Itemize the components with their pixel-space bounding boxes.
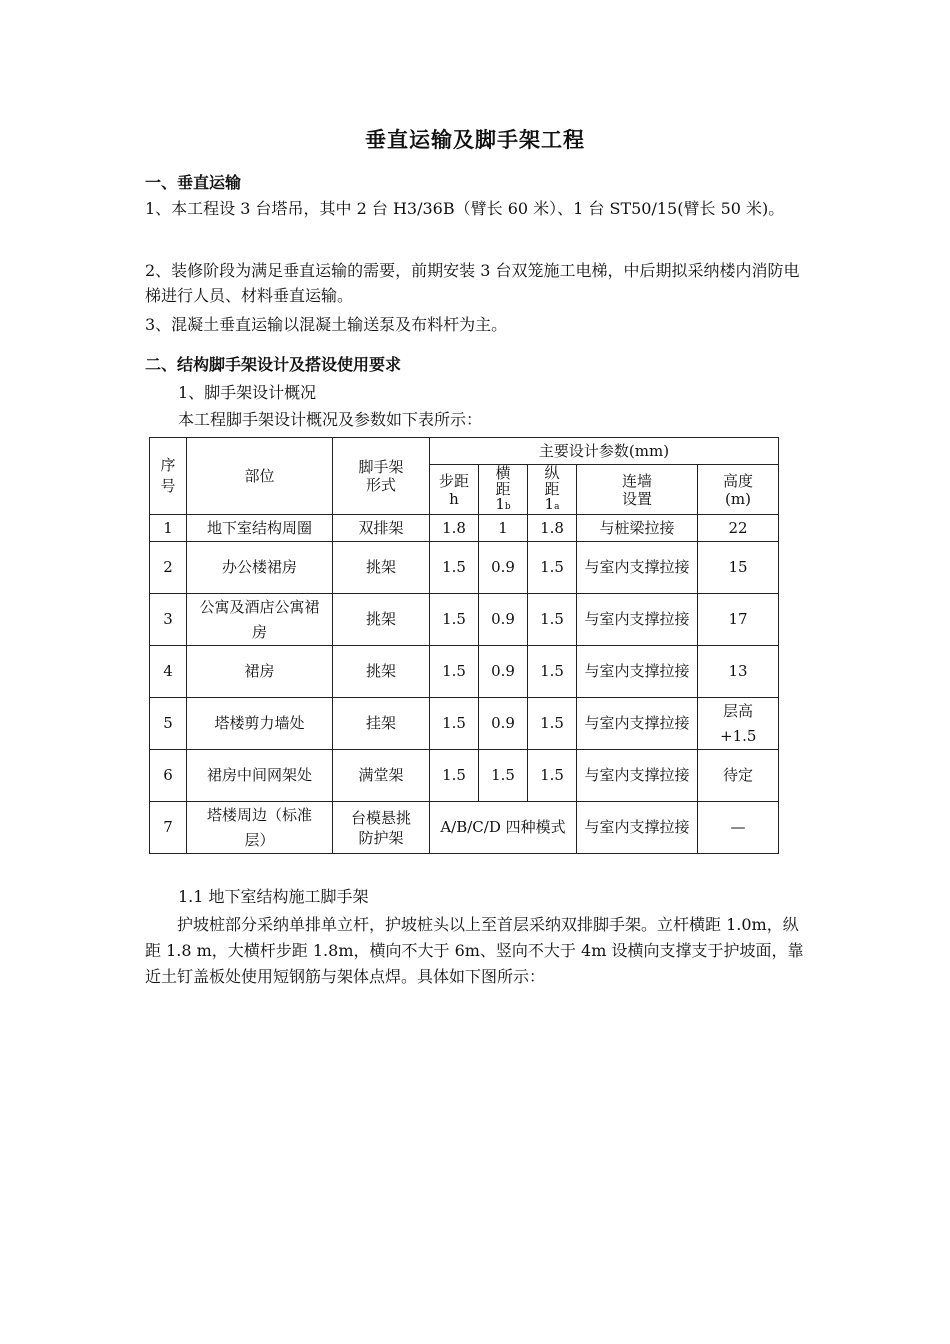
cell-la: 1.5 (528, 698, 577, 750)
table-row (150, 594, 779, 646)
cell-step: 1.8 (430, 515, 479, 542)
page-title: 垂直运输及脚手架工程 (365, 128, 585, 152)
cell-lb: 1.5 (479, 750, 528, 802)
subsection-1-1-body: 护坡桩部分采纳单排单立杆，护坡桩头以上至首层采纳双排脚手架。立杆横距 1.0m，纵距 1.8 m，大横杆步距 1.8m，横向不大于 6m、竖向不大于 4m 设横向支撑支于护坡面，靠近土钉盖板处使用短钢筋与架体点焊。具体如下图所示： (145, 915, 804, 986)
table-row (150, 515, 779, 542)
cell-part: 地下室结构周圈 (187, 515, 333, 542)
cell-step: 1.5 (430, 594, 479, 646)
table-row (150, 750, 779, 802)
cell-wall: 与室内支撑拉接 (577, 698, 698, 750)
cell-part: 塔楼周边（标准层） (187, 802, 333, 854)
cell-lb: 0.9 (479, 542, 528, 594)
subsection-1-1-title: 1.1 地下室结构施工脚手架 (178, 887, 369, 906)
header-wall: 连墙设置 (577, 465, 698, 515)
section1-item-3: 3、混凝土垂直运输以混凝土输送泵及布料杆为主。 (145, 315, 508, 334)
cell-la: 1.5 (528, 646, 577, 698)
cell-la: 1.5 (528, 542, 577, 594)
cell-step: 1.5 (430, 542, 479, 594)
table-row (150, 802, 779, 854)
cell-no: 5 (150, 698, 187, 750)
cell-height: 17 (698, 594, 779, 646)
table-intro: 本工程脚手架设计概况及参数如下表所示： (178, 410, 483, 429)
cell-wall: 与室内支撑拉接 (577, 802, 698, 854)
section1-item-1: 1、本工程设 3 台塔吊，其中 2 台 H3/36B（臂长 60 米）、1 台 ST50/15(臂长 50 米)。 (145, 199, 785, 218)
header-lb: 横距 1b (479, 465, 528, 515)
cell-no: 6 (150, 750, 187, 802)
cell-part: 裙房 (187, 646, 333, 698)
section1-item-2: 2、装修阶段为满足垂直运输的需要，前期安装 3 台双笼施工电梯，中后期拟采纳楼内消防电梯进行人员、材料垂直运输。 (145, 261, 800, 305)
cell-no: 1 (150, 515, 187, 542)
header-height: 高度(m) (698, 465, 779, 515)
cell-la: 1.5 (528, 594, 577, 646)
cell-wall: 与桩梁拉接 (577, 515, 698, 542)
cell-form: 满堂架 (333, 750, 430, 802)
cell-part: 公寓及酒店公寓裙房 (187, 594, 333, 646)
cell-wall: 与室内支撑拉接 (577, 542, 698, 594)
subsection-1-title: 1、脚手架设计概况 (178, 383, 317, 402)
cell-no: 4 (150, 646, 187, 698)
cell-part: 裙房中间网架处 (187, 750, 333, 802)
table-row (150, 698, 779, 750)
cell-no: 7 (150, 802, 187, 854)
section1-heading: 一、垂直运输 (145, 173, 242, 192)
cell-height: 待定 (698, 750, 779, 802)
header-part: 部位 (187, 438, 333, 515)
cell-height: 层高+1.5 (698, 698, 779, 750)
cell-lb: 0.9 (479, 594, 528, 646)
cell-no: 2 (150, 542, 187, 594)
cell-step: 1.5 (430, 698, 479, 750)
header-no: 序号 (150, 438, 187, 515)
cell-height: 15 (698, 542, 779, 594)
cell-wall: 与室内支撑拉接 (577, 750, 698, 802)
table-row (150, 542, 779, 594)
cell-height: — (698, 802, 779, 854)
cell-height: 13 (698, 646, 779, 698)
cell-form: 挑架 (333, 542, 430, 594)
cell-form: 挑架 (333, 594, 430, 646)
header-step: 步距 h (430, 465, 479, 515)
table-header-row (150, 438, 779, 465)
section2-heading: 二、结构脚手架设计及搭设使用要求 (145, 355, 402, 374)
cell-height: 22 (698, 515, 779, 542)
header-form: 脚手架形式 (333, 438, 430, 515)
cell-la: 1.8 (528, 515, 577, 542)
scaffold-parameter-table (149, 437, 779, 854)
cell-lb: 1 (479, 515, 528, 542)
table-row (150, 646, 779, 698)
cell-merged-modes: A/B/C/D 四种模式 (430, 802, 577, 854)
cell-step: 1.5 (430, 646, 479, 698)
cell-part: 塔楼剪力墙处 (187, 698, 333, 750)
cell-lb: 0.9 (479, 646, 528, 698)
cell-form: 双排架 (333, 515, 430, 542)
header-la: 纵距 1a (528, 465, 577, 515)
cell-lb: 0.9 (479, 698, 528, 750)
cell-form: 挂架 (333, 698, 430, 750)
cell-form: 挑架 (333, 646, 430, 698)
cell-wall: 与室内支撑拉接 (577, 594, 698, 646)
cell-step: 1.5 (430, 750, 479, 802)
cell-no: 3 (150, 594, 187, 646)
cell-wall: 与室内支撑拉接 (577, 646, 698, 698)
cell-form: 台模悬挑防护架 (333, 802, 430, 854)
cell-la: 1.5 (528, 750, 577, 802)
cell-part: 办公楼裙房 (187, 542, 333, 594)
header-params: 主要设计参数(mm) (430, 438, 779, 465)
